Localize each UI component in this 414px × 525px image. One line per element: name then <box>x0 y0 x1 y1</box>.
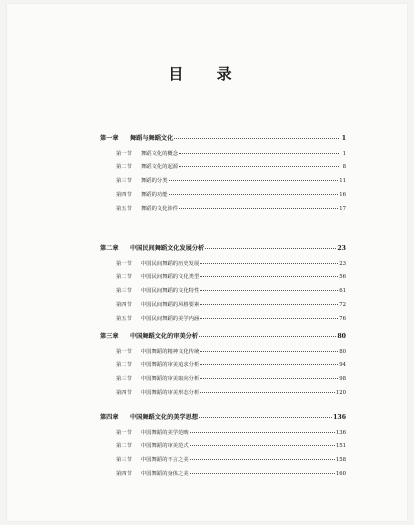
dot-leader <box>200 351 338 352</box>
page-number: 16 <box>339 191 346 198</box>
section-title: 中国民间舞蹈的美学内涵 <box>141 315 200 322</box>
dot-leader <box>169 194 339 195</box>
section-title: 中国民间舞蹈的历史发展 <box>141 260 200 267</box>
page-number: 80 <box>337 333 346 340</box>
page-number: 98 <box>339 376 346 383</box>
section-number: 第三节 <box>116 457 132 464</box>
chapter-title: 舞蹈与舞蹈文化 <box>130 135 174 142</box>
toc-section-row[interactable] <box>116 272 346 280</box>
dot-leader <box>174 138 339 139</box>
section-title: 中国舞蹈的审美形态分析 <box>141 389 200 396</box>
toc-section-row[interactable] <box>116 314 346 322</box>
page-number: 23 <box>339 260 346 267</box>
toc-section-row[interactable] <box>116 190 346 198</box>
section-number: 第一节 <box>116 150 132 157</box>
page-number: 23 <box>337 245 346 252</box>
toc-section-row[interactable] <box>116 360 346 368</box>
chapter-number: 第四章 <box>100 414 119 421</box>
page-number: 17 <box>339 205 346 212</box>
toc-section-row[interactable] <box>116 286 346 294</box>
dot-leader <box>200 364 338 365</box>
section-number: 第三节 <box>116 376 132 383</box>
toc-section-row[interactable] <box>116 388 346 396</box>
toc-section-row[interactable] <box>116 162 346 170</box>
dot-leader <box>190 445 335 446</box>
dot-leader <box>205 248 336 249</box>
section-number: 第三节 <box>116 178 132 185</box>
toc-chapter-row[interactable] <box>100 331 346 340</box>
dot-leader <box>200 304 338 305</box>
dot-leader <box>199 417 332 418</box>
section-title: 中国民间舞蹈的文化类型 <box>141 274 200 281</box>
dot-leader <box>169 180 339 181</box>
section-title: 中国舞蹈的审美范式 <box>141 443 189 450</box>
dot-leader <box>200 290 338 291</box>
toc-section-row[interactable] <box>116 149 346 157</box>
section-title: 中国舞蹈的审美追求分析 <box>141 362 200 369</box>
section-number: 第四节 <box>116 301 132 308</box>
dot-leader <box>190 459 335 460</box>
section-number: 第一节 <box>116 348 132 355</box>
page-number: 80 <box>339 348 346 355</box>
page-title: 目 录 <box>168 65 246 83</box>
section-number: 第一节 <box>116 429 132 436</box>
page-number: 136 <box>335 429 346 436</box>
chapter-number: 第三章 <box>100 333 119 340</box>
page-number: 11 <box>339 178 346 185</box>
dot-leader <box>200 392 335 393</box>
toc-section-row[interactable] <box>116 300 346 308</box>
toc-section-row[interactable] <box>116 204 346 212</box>
section-title: 舞蹈文化的概念 <box>141 150 179 157</box>
page-number: 136 <box>333 414 346 421</box>
toc-section-row[interactable] <box>116 374 346 382</box>
page-number: 61 <box>339 288 346 295</box>
toc-section-row[interactable] <box>116 347 346 355</box>
section-title: 中国舞蹈的身体之美 <box>141 470 189 477</box>
dot-leader <box>200 276 338 277</box>
page-number: 160 <box>335 470 346 477</box>
section-number: 第五节 <box>116 315 132 322</box>
toc-section-row[interactable] <box>116 259 346 267</box>
section-number: 第一节 <box>116 260 132 267</box>
section-number: 第二节 <box>116 164 132 171</box>
section-title: 中国舞蹈的审美取向分析 <box>141 376 200 383</box>
dot-leader <box>200 318 338 319</box>
section-title: 中国民间舞蹈的风格要素 <box>141 301 200 308</box>
chapter-title: 中国舞蹈文化的美学思想 <box>130 414 199 421</box>
page-number: 72 <box>339 301 346 308</box>
section-number: 第四节 <box>116 389 132 396</box>
section-title: 中国舞蹈的美学范畴 <box>141 429 189 436</box>
chapter-title: 中国舞蹈文化的审美分析 <box>130 333 199 340</box>
dot-leader <box>190 432 335 433</box>
chapter-title: 中国民间舞蹈文化发展分析 <box>130 245 205 252</box>
page-number: 8 <box>342 164 346 171</box>
section-title: 中国舞蹈的不言之美 <box>141 457 189 464</box>
page-number: 76 <box>339 315 346 322</box>
toc-section-row[interactable] <box>116 469 346 477</box>
section-number: 第三节 <box>116 288 132 295</box>
section-number: 第五节 <box>116 205 132 212</box>
section-title: 中国民间舞蹈的文化特性 <box>141 288 200 295</box>
chapter-number: 第二章 <box>100 245 119 252</box>
toc-chapter-row[interactable] <box>100 243 346 252</box>
toc-section-row[interactable] <box>116 428 346 436</box>
page-number: 151 <box>335 443 346 450</box>
page-number: 56 <box>339 274 346 281</box>
section-number: 第二节 <box>116 274 132 281</box>
toc-chapter-row[interactable] <box>100 412 346 421</box>
section-title: 舞蹈的功能 <box>141 191 168 198</box>
section-title: 中国舞蹈的精神文化传统 <box>141 348 200 355</box>
dot-leader <box>199 336 336 337</box>
section-title: 舞蹈文化的起源 <box>141 164 179 171</box>
section-number: 第四节 <box>116 470 132 477</box>
section-number: 第二节 <box>116 443 132 450</box>
dot-leader <box>200 263 338 264</box>
dot-leader <box>179 153 339 154</box>
page-number: 120 <box>335 389 346 396</box>
dot-leader <box>190 473 335 474</box>
page-number: 1 <box>342 150 346 157</box>
section-number: 第二节 <box>116 362 132 369</box>
dot-leader <box>179 208 338 209</box>
dot-leader <box>200 378 338 379</box>
dot-leader <box>179 166 339 167</box>
chapter-number: 第一章 <box>100 135 119 142</box>
toc-section-row[interactable] <box>116 455 346 463</box>
section-title: 舞蹈的文化涉件 <box>141 205 179 212</box>
toc-chapter-row[interactable] <box>100 133 346 142</box>
section-title: 舞蹈的分类 <box>141 178 168 185</box>
page-number: 94 <box>339 362 346 369</box>
toc-section-row[interactable] <box>116 441 346 449</box>
page-number: 1 <box>341 135 346 142</box>
section-number: 第四节 <box>116 191 132 198</box>
toc-section-row[interactable] <box>116 176 346 184</box>
page-number: 158 <box>335 457 346 464</box>
